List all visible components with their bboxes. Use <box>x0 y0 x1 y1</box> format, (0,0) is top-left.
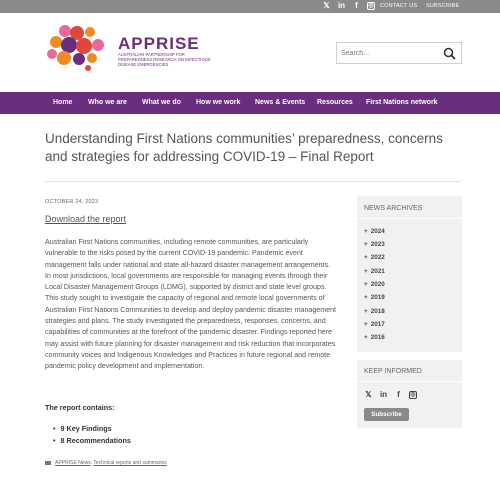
list-item: • 9 Key Findings <box>53 423 131 435</box>
plus-icon: + <box>364 308 368 315</box>
subscribe-button[interactable]: Subscribe <box>364 408 409 421</box>
subscribe-link[interactable]: SUBSCRIBE <box>426 3 460 9</box>
widget-divider <box>357 218 462 219</box>
search-icon[interactable] <box>443 47 456 60</box>
keep-informed-heading: KEEP INFORMED <box>364 368 422 375</box>
plus-icon: + <box>364 281 368 288</box>
plus-icon: + <box>364 334 368 341</box>
instagram-icon[interactable]: ◎ <box>368 3 374 9</box>
top-utility-bar <box>0 0 500 13</box>
widget-divider <box>357 381 462 382</box>
nav-item-what-we-do[interactable]: What we do <box>142 99 181 106</box>
nav-item-resources[interactable]: Resources <box>317 99 353 106</box>
plus-icon: + <box>364 228 368 235</box>
news-archives-heading: NEWS ARCHIVES <box>364 205 423 212</box>
apprise-logo-icon[interactable] <box>44 21 114 71</box>
page-title: Understanding First Nations communities’ preparedness, concerns and strategies for addressing COVID-19 – Final Report <box>45 131 443 164</box>
nav-item-news-events[interactable]: News & Events <box>255 99 306 106</box>
download-report-link[interactable]: Download the report <box>45 214 127 224</box>
linkedin-icon[interactable]: in <box>379 390 388 399</box>
facebook-icon[interactable]: f <box>397 390 400 399</box>
archive-year-2023[interactable]: + 2023 <box>364 241 385 248</box>
nav-item-first-nations-network[interactable]: First Nations network <box>366 99 438 106</box>
nav-item-how-we-work[interactable]: How we work <box>196 99 241 106</box>
keep-informed-widget <box>357 360 462 428</box>
facebook-icon[interactable]: f <box>355 1 358 10</box>
title-divider <box>45 181 461 182</box>
nav-item-who-we-are[interactable]: Who we are <box>88 99 127 106</box>
linkedin-icon[interactable]: in <box>337 1 346 10</box>
plus-icon: + <box>364 321 368 328</box>
article-body: Australian First Nations communities, including remote communities, are particularly vulnerable to the risks posed by the current COVID-19 pandemic. Pandemic event management falls under national and state all-hazard disaster management arrangements. In most jurisdictions, local governments are responsible for managing events through their Local Disaster Management Groups (LDMG), supported by district and state level groups. This study sought to investigate the capacity of regional and remote local governments of Australian First Nations Communities to develop and deploy pandemic disaster management strategies and plans. The study investigated the preparedness, responses, concerns, and capabilities of communities at the forefront of the pandemic disaster. Findings reported here may assist with future planning for disaster management and risk reduction that incorporates community voices and Indigenous Knowledges and Practices in future regional and remote pandemic policy development and implementation. <box>45 238 336 371</box>
list-item: • 8 Recommendations <box>53 435 131 447</box>
plus-icon: + <box>364 241 368 248</box>
report-contents-list <box>53 423 131 447</box>
x-icon[interactable]: 𝕏 <box>365 390 372 399</box>
x-icon[interactable]: 𝕏 <box>323 1 330 10</box>
folder-icon <box>45 461 51 465</box>
archive-year-2018[interactable]: + 2018 <box>364 308 385 315</box>
category-link-technical-reports[interactable]: Technical reports and summaries <box>93 460 167 466</box>
archive-year-2020[interactable]: + 2020 <box>364 281 385 288</box>
plus-icon: + <box>364 254 368 261</box>
contact-us-link[interactable]: CONTACT US <box>380 3 418 9</box>
search-box <box>336 42 462 64</box>
archive-year-2022[interactable]: + 2022 <box>364 254 385 261</box>
plus-icon: + <box>364 294 368 301</box>
top-social-icons <box>322 1 375 11</box>
archive-year-2024[interactable]: + 2024 <box>364 228 385 235</box>
archive-year-2016[interactable]: + 2016 <box>364 334 385 341</box>
archive-year-2019[interactable]: + 2019 <box>364 294 385 301</box>
main-nav <box>0 92 500 114</box>
sidebar-social-icons <box>364 390 417 400</box>
search-input[interactable] <box>341 47 441 60</box>
archive-year-2017[interactable]: + 2017 <box>364 321 385 328</box>
archive-year-2021[interactable]: + 2021 <box>364 268 385 275</box>
instagram-icon[interactable]: ◎ <box>410 392 416 398</box>
nav-item-home[interactable]: Home <box>53 99 73 106</box>
news-archives-widget <box>357 196 462 352</box>
plus-icon: + <box>364 268 368 275</box>
category-link-apprise-news[interactable]: APPRISE News <box>55 460 91 466</box>
report-contains-heading: The report contains: <box>45 403 115 412</box>
post-categories: APPRISE News, Technical reports and summaries <box>45 460 167 466</box>
brand-name[interactable]: APPRISE <box>118 34 200 53</box>
post-date: OCTOBER 24, 2023 <box>45 199 99 205</box>
brand-tagline: AUSTRALIAN PARTNERSHIP FOR PREPAREDNESS RESEARCH ON INFECTIOUS DISEASE EMERGENCIES <box>118 52 211 68</box>
